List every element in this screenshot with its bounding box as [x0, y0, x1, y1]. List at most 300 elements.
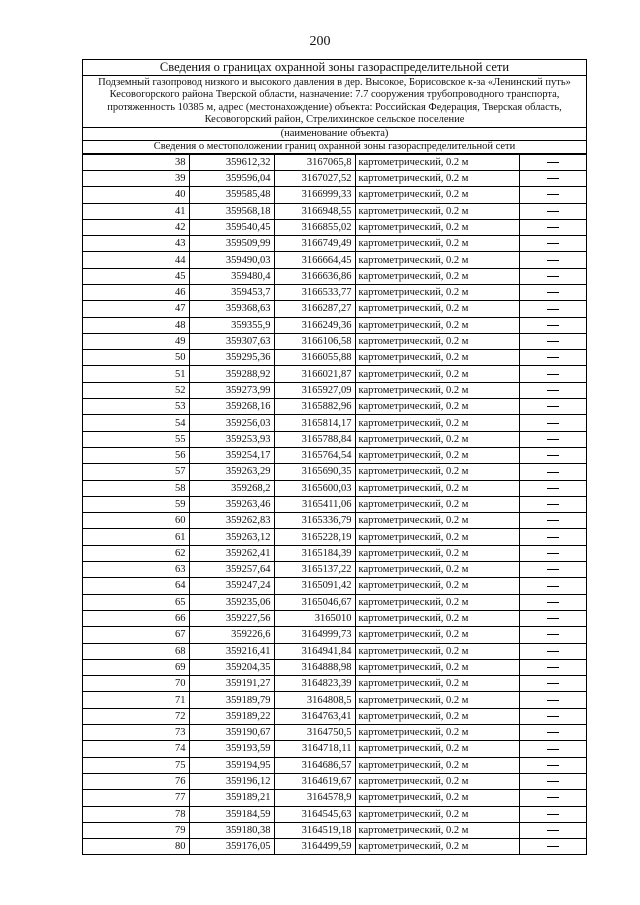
determination-method: картометрический, 0.2 м: [355, 578, 519, 594]
coordinate-x: 359540,45: [189, 219, 274, 235]
determination-method: картометрический, 0.2 м: [355, 676, 519, 692]
table-row: [83, 806, 586, 822]
table-row: [83, 578, 586, 594]
table-row: [83, 464, 586, 480]
determination-method: картометрический, 0.2 м: [355, 350, 519, 366]
determination-method: картометрический, 0.2 м: [355, 382, 519, 398]
coordinate-x: 359191,27: [189, 676, 274, 692]
point-number: 65: [83, 594, 189, 610]
dash-mark: [547, 765, 559, 766]
coordinate-y: 3165184,39: [274, 545, 355, 561]
dash-mark: [547, 390, 559, 391]
dash-mark: [547, 243, 559, 244]
point-number: 75: [83, 757, 189, 773]
dash-mark: [547, 781, 559, 782]
empty-value-cell: [519, 773, 586, 789]
table-row: [83, 822, 586, 838]
dash-mark: [547, 162, 559, 163]
dash-mark: [547, 472, 559, 473]
point-number: 71: [83, 692, 189, 708]
coordinate-y: 3166249,36: [274, 317, 355, 333]
empty-value-cell: [519, 594, 586, 610]
coordinate-x: 359226,6: [189, 627, 274, 643]
coordinate-y: 3167027,52: [274, 170, 355, 186]
table-row: [83, 529, 586, 545]
empty-value-cell: [519, 529, 586, 545]
table-row: [83, 366, 586, 382]
determination-method: картометрический, 0.2 м: [355, 757, 519, 773]
dash-mark: [547, 667, 559, 668]
point-number: 39: [83, 170, 189, 186]
table-row: [83, 790, 586, 806]
empty-value-cell: [519, 350, 586, 366]
determination-method: картометрический, 0.2 м: [355, 252, 519, 268]
page-number: 200: [309, 34, 331, 49]
empty-value-cell: [519, 464, 586, 480]
determination-method: картометрический, 0.2 м: [355, 627, 519, 643]
determination-method: картометрический, 0.2 м: [355, 154, 519, 170]
coordinate-x: 359596,04: [189, 170, 274, 186]
determination-method: картометрический, 0.2 м: [355, 203, 519, 219]
point-number: 42: [83, 219, 189, 235]
dash-mark: [547, 227, 559, 228]
coordinate-y: 3165091,42: [274, 578, 355, 594]
table-row: [83, 659, 586, 675]
coordinate-x: 359176,05: [189, 839, 274, 855]
coordinate-y: 3166664,45: [274, 252, 355, 268]
coordinate-y: 3165882,96: [274, 399, 355, 415]
coordinate-y: 3165137,22: [274, 562, 355, 578]
determination-method: картометрический, 0.2 м: [355, 236, 519, 252]
coordinate-x: 359262,83: [189, 513, 274, 529]
coordinate-x: 359453,7: [189, 285, 274, 301]
empty-value-cell: [519, 415, 586, 431]
table-row: [83, 741, 586, 757]
coordinate-x: 359193,59: [189, 741, 274, 757]
point-number: 48: [83, 317, 189, 333]
empty-value-cell: [519, 839, 586, 855]
determination-method: картометрический, 0.2 м: [355, 285, 519, 301]
point-number: 80: [83, 839, 189, 855]
empty-value-cell: [519, 301, 586, 317]
point-number: 56: [83, 447, 189, 463]
dash-mark: [547, 586, 559, 587]
point-number: 55: [83, 431, 189, 447]
empty-value-cell: [519, 382, 586, 398]
point-number: 68: [83, 643, 189, 659]
dash-mark: [547, 341, 559, 342]
determination-method: картометрический, 0.2 м: [355, 692, 519, 708]
coordinate-x: 359247,24: [189, 578, 274, 594]
coordinate-y: 3166533,77: [274, 285, 355, 301]
coordinate-x: 359190,67: [189, 725, 274, 741]
determination-method: картометрический, 0.2 м: [355, 480, 519, 496]
dash-mark: [547, 749, 559, 750]
dash-mark: [547, 178, 559, 179]
empty-value-cell: [519, 513, 586, 529]
dash-mark: [547, 634, 559, 635]
dash-mark: [547, 830, 559, 831]
dash-mark: [547, 260, 559, 261]
table-row: [83, 496, 586, 512]
coordinate-x: 359355,9: [189, 317, 274, 333]
point-number: 41: [83, 203, 189, 219]
dash-mark: [547, 732, 559, 733]
coordinate-y: 3166287,27: [274, 301, 355, 317]
coordinate-x: 359235,06: [189, 594, 274, 610]
coordinate-x: 359273,99: [189, 382, 274, 398]
determination-method: картометрический, 0.2 м: [355, 659, 519, 675]
determination-method: картометрический, 0.2 м: [355, 708, 519, 724]
determination-method: картометрический, 0.2 м: [355, 219, 519, 235]
coordinate-y: 3166749,49: [274, 236, 355, 252]
empty-value-cell: [519, 822, 586, 838]
empty-value-cell: [519, 725, 586, 741]
empty-value-cell: [519, 203, 586, 219]
coordinate-y: 3165336,79: [274, 513, 355, 529]
coordinate-y: 3164763,41: [274, 708, 355, 724]
empty-value-cell: [519, 676, 586, 692]
empty-value-cell: [519, 236, 586, 252]
point-number: 44: [83, 252, 189, 268]
empty-value-cell: [519, 692, 586, 708]
point-number: 64: [83, 578, 189, 594]
coordinate-y: 3164519,18: [274, 822, 355, 838]
point-number: 70: [83, 676, 189, 692]
coordinate-y: 3165010: [274, 610, 355, 626]
determination-method: картометрический, 0.2 м: [355, 366, 519, 382]
table-row: [83, 170, 586, 186]
coordinate-x: 359189,22: [189, 708, 274, 724]
coordinate-x: 359184,59: [189, 806, 274, 822]
empty-value-cell: [519, 154, 586, 170]
coordinate-y: 3167065,8: [274, 154, 355, 170]
coordinate-x: 359585,48: [189, 187, 274, 203]
table-row: [83, 562, 586, 578]
determination-method: картометрический, 0.2 м: [355, 415, 519, 431]
coordinate-x: 359257,64: [189, 562, 274, 578]
coordinate-x: 359307,63: [189, 333, 274, 349]
coordinate-x: 359612,32: [189, 154, 274, 170]
empty-value-cell: [519, 806, 586, 822]
point-number: 72: [83, 708, 189, 724]
coordinate-x: 359227,56: [189, 610, 274, 626]
empty-value-cell: [519, 757, 586, 773]
table-row: [83, 431, 586, 447]
point-number: 57: [83, 464, 189, 480]
determination-method: картометрический, 0.2 м: [355, 317, 519, 333]
table-row: [83, 839, 586, 855]
coordinate-y: 3164578,9: [274, 790, 355, 806]
coordinate-y: 3164545,63: [274, 806, 355, 822]
coordinate-x: 359216,41: [189, 643, 274, 659]
table-row: [83, 285, 586, 301]
coordinate-y: 3164619,67: [274, 773, 355, 789]
object-name-caption: (наименование объекта): [83, 127, 586, 141]
coordinate-x: 359204,35: [189, 659, 274, 675]
coordinate-y: 3165411,06: [274, 496, 355, 512]
table-row: [83, 725, 586, 741]
coordinate-y: 3164823,39: [274, 676, 355, 692]
coordinate-y: 3164808,5: [274, 692, 355, 708]
point-number: 51: [83, 366, 189, 382]
determination-method: картометрический, 0.2 м: [355, 447, 519, 463]
empty-value-cell: [519, 610, 586, 626]
dash-mark: [547, 797, 559, 798]
empty-value-cell: [519, 431, 586, 447]
determination-method: картометрический, 0.2 м: [355, 301, 519, 317]
determination-method: картометрический, 0.2 м: [355, 839, 519, 855]
point-number: 78: [83, 806, 189, 822]
determination-method: картометрический, 0.2 м: [355, 268, 519, 284]
empty-value-cell: [519, 399, 586, 415]
dash-mark: [547, 488, 559, 489]
dash-mark: [547, 325, 559, 326]
table-row: [83, 268, 586, 284]
dash-mark: [547, 553, 559, 554]
point-number: 43: [83, 236, 189, 252]
object-description: Подземный газопровод низкого и высокого давления в дер. Высокое, Борисовское к-за «Ленинский путь» Кесовогорского района Тверской области, назначение: 7.7 сооружения трубопроводного транспорта, протяженность 10385 м, адрес (местонахождение) объекта: Российская Федерация, Тверская область, Кесовогорский район, Стрелихинское сельское поселение: [98, 77, 571, 126]
table-row: [83, 627, 586, 643]
table-row: [83, 399, 586, 415]
dash-mark: [547, 374, 559, 375]
empty-value-cell: [519, 562, 586, 578]
empty-value-cell: [519, 659, 586, 675]
empty-value-cell: [519, 496, 586, 512]
dash-mark: [547, 846, 559, 847]
dash-mark: [547, 194, 559, 195]
table-row: [83, 447, 586, 463]
determination-method: картометрический, 0.2 м: [355, 562, 519, 578]
dash-mark: [547, 569, 559, 570]
boundary-info-table: [82, 59, 587, 855]
coordinate-x: 359253,93: [189, 431, 274, 447]
coordinate-x: 359268,2: [189, 480, 274, 496]
coordinate-y: 3164750,5: [274, 725, 355, 741]
coordinate-y: 3164888,98: [274, 659, 355, 675]
table-row: [83, 594, 586, 610]
point-number: 40: [83, 187, 189, 203]
point-number: 76: [83, 773, 189, 789]
determination-method: картометрический, 0.2 м: [355, 643, 519, 659]
coordinate-x: 359194,95: [189, 757, 274, 773]
point-number: 53: [83, 399, 189, 415]
determination-method: картометрический, 0.2 м: [355, 431, 519, 447]
empty-value-cell: [519, 447, 586, 463]
table-row: [83, 692, 586, 708]
empty-value-cell: [519, 187, 586, 203]
dash-mark: [547, 455, 559, 456]
determination-method: картометрический, 0.2 м: [355, 594, 519, 610]
empty-value-cell: [519, 627, 586, 643]
point-number: 63: [83, 562, 189, 578]
coordinate-x: 359263,46: [189, 496, 274, 512]
empty-value-cell: [519, 480, 586, 496]
location-caption: Сведения о местоположении границ охранной зоны газораспределительной сети: [83, 141, 586, 154]
determination-method: картометрический, 0.2 м: [355, 725, 519, 741]
table-row: [83, 252, 586, 268]
determination-method: картометрический, 0.2 м: [355, 545, 519, 561]
coordinate-y: 3166855,02: [274, 219, 355, 235]
coordinate-y: 3164718,11: [274, 741, 355, 757]
coordinate-x: 359263,29: [189, 464, 274, 480]
dash-mark: [547, 406, 559, 407]
coordinate-y: 3164499,59: [274, 839, 355, 855]
table-row: [83, 382, 586, 398]
dash-mark: [547, 716, 559, 717]
table-title: Сведения о границах охранной зоны газораспределительной сети: [83, 60, 586, 76]
empty-value-cell: [519, 317, 586, 333]
coordinate-y: 3165927,09: [274, 382, 355, 398]
table-row: [83, 317, 586, 333]
dash-mark: [547, 537, 559, 538]
determination-method: картометрический, 0.2 м: [355, 170, 519, 186]
dash-mark: [547, 700, 559, 701]
coordinate-x: 359268,16: [189, 399, 274, 415]
determination-method: картометрический, 0.2 м: [355, 399, 519, 415]
point-number: 69: [83, 659, 189, 675]
determination-method: картометрический, 0.2 м: [355, 741, 519, 757]
empty-value-cell: [519, 252, 586, 268]
table-row: [83, 219, 586, 235]
dash-mark: [547, 814, 559, 815]
point-number: 79: [83, 822, 189, 838]
dash-mark: [547, 504, 559, 505]
dash-mark: [547, 602, 559, 603]
dash-mark: [547, 276, 559, 277]
empty-value-cell: [519, 790, 586, 806]
empty-value-cell: [519, 219, 586, 235]
point-number: 74: [83, 741, 189, 757]
table-row: [83, 415, 586, 431]
table-row: [83, 513, 586, 529]
dash-mark: [547, 683, 559, 684]
coordinate-x: 359480,4: [189, 268, 274, 284]
coordinate-y: 3165690,35: [274, 464, 355, 480]
dash-mark: [547, 292, 559, 293]
table-row: [83, 203, 586, 219]
point-number: 49: [83, 333, 189, 349]
point-number: 52: [83, 382, 189, 398]
table-row: [83, 610, 586, 626]
dash-mark: [547, 211, 559, 212]
table-row: [83, 187, 586, 203]
point-number: 61: [83, 529, 189, 545]
coordinate-x: 359263,12: [189, 529, 274, 545]
point-number: 54: [83, 415, 189, 431]
table-row: [83, 333, 586, 349]
point-number: 46: [83, 285, 189, 301]
table-row: [83, 757, 586, 773]
coordinate-x: 359262,41: [189, 545, 274, 561]
coordinate-y: 3165046,67: [274, 594, 355, 610]
determination-method: картометрический, 0.2 м: [355, 822, 519, 838]
determination-method: картометрический, 0.2 м: [355, 773, 519, 789]
point-number: 50: [83, 350, 189, 366]
table-row: [83, 236, 586, 252]
point-number: 58: [83, 480, 189, 496]
point-number: 45: [83, 268, 189, 284]
dash-mark: [547, 357, 559, 358]
empty-value-cell: [519, 268, 586, 284]
dash-mark: [547, 309, 559, 310]
coordinate-y: 3164941,84: [274, 643, 355, 659]
table-row: [83, 643, 586, 659]
point-number: 67: [83, 627, 189, 643]
table-row: [83, 545, 586, 561]
point-number: 47: [83, 301, 189, 317]
point-number: 73: [83, 725, 189, 741]
empty-value-cell: [519, 366, 586, 382]
table-row: [83, 676, 586, 692]
table-row: [83, 301, 586, 317]
coordinate-y: 3166021,87: [274, 366, 355, 382]
coordinate-y: 3165764,54: [274, 447, 355, 463]
determination-method: картометрический, 0.2 м: [355, 529, 519, 545]
coordinate-x: 359568,18: [189, 203, 274, 219]
coordinate-x: 359256,03: [189, 415, 274, 431]
determination-method: картометрический, 0.2 м: [355, 496, 519, 512]
point-number: 59: [83, 496, 189, 512]
table-row: [83, 773, 586, 789]
point-number: 77: [83, 790, 189, 806]
point-number: 60: [83, 513, 189, 529]
coordinate-y: 3164999,73: [274, 627, 355, 643]
coordinate-y: 3166055,88: [274, 350, 355, 366]
empty-value-cell: [519, 545, 586, 561]
determination-method: картометрический, 0.2 м: [355, 513, 519, 529]
coordinate-y: 3166106,58: [274, 333, 355, 349]
coordinate-x: 359189,79: [189, 692, 274, 708]
coordinate-x: 359295,36: [189, 350, 274, 366]
empty-value-cell: [519, 708, 586, 724]
determination-method: картометрический, 0.2 м: [355, 187, 519, 203]
dash-mark: [547, 423, 559, 424]
table-row: [83, 350, 586, 366]
empty-value-cell: [519, 333, 586, 349]
table-row: [83, 480, 586, 496]
coordinate-x: 359180,38: [189, 822, 274, 838]
empty-value-cell: [519, 643, 586, 659]
coordinate-y: 3166636,86: [274, 268, 355, 284]
coordinates-table-body: [83, 154, 586, 854]
table-row: [83, 154, 586, 170]
table-row: [83, 708, 586, 724]
dash-mark: [547, 618, 559, 619]
dash-mark: [547, 651, 559, 652]
coordinate-x: 359288,92: [189, 366, 274, 382]
coordinate-y: 3166948,55: [274, 203, 355, 219]
empty-value-cell: [519, 578, 586, 594]
empty-value-cell: [519, 741, 586, 757]
coordinate-y: 3165600,03: [274, 480, 355, 496]
coordinate-x: 359254,17: [189, 447, 274, 463]
coordinate-y: 3165814,17: [274, 415, 355, 431]
coordinate-x: 359490,03: [189, 252, 274, 268]
coordinate-y: 3165228,19: [274, 529, 355, 545]
coordinate-y: 3165788,84: [274, 431, 355, 447]
determination-method: картометрический, 0.2 м: [355, 464, 519, 480]
coordinate-y: 3166999,33: [274, 187, 355, 203]
determination-method: картометрический, 0.2 м: [355, 333, 519, 349]
coordinate-y: 3164686,57: [274, 757, 355, 773]
coordinate-x: 359368,63: [189, 301, 274, 317]
point-number: 38: [83, 154, 189, 170]
determination-method: картометрический, 0.2 м: [355, 790, 519, 806]
determination-method: картометрический, 0.2 м: [355, 610, 519, 626]
coordinate-x: 359509,99: [189, 236, 274, 252]
dash-mark: [547, 439, 559, 440]
